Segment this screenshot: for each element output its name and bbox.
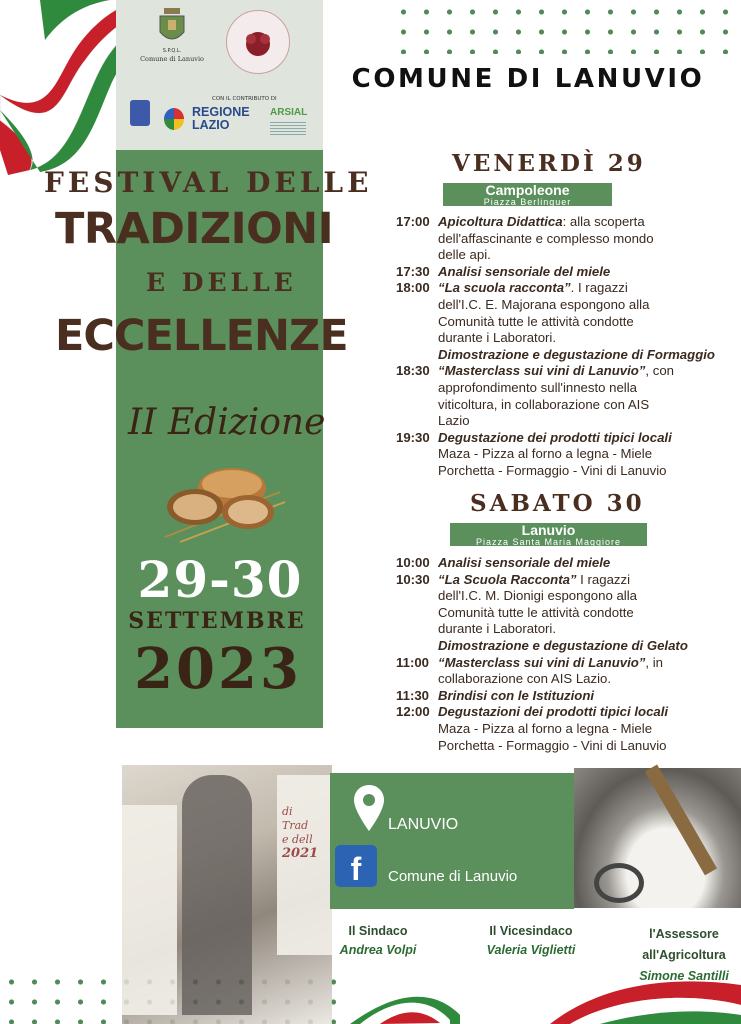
- title-eccellenze: ECCELLENZE: [55, 311, 348, 361]
- location-label: LANUVIO: [388, 816, 459, 833]
- logo-panel: [116, 0, 323, 150]
- event-time: 10:00: [396, 555, 430, 570]
- event-time: 19:30: [396, 429, 430, 445]
- event-text: , con: [645, 363, 674, 379]
- event-title: “Masterclass sui vini di Lanuvio”: [438, 363, 646, 379]
- event-line: durante i Laboratori.: [438, 621, 557, 637]
- friday-square: Piazza Berlinguer: [483, 197, 572, 207]
- photo-cooking-class: [122, 765, 332, 1024]
- event-time: 17:30: [396, 263, 430, 279]
- title-festival-delle: FESTIVAL DELLE: [44, 166, 373, 199]
- event-line: viticoltura, in collaborazione con AIS: [438, 396, 650, 412]
- signature-mayor: [328, 924, 428, 957]
- photo-stick: [645, 765, 717, 876]
- photo-text-line: 2021: [282, 846, 319, 861]
- saturday-square: Piazza Santa Maria Maggiore: [475, 537, 622, 547]
- facebook-icon[interactable]: f: [335, 845, 377, 887]
- event-time: 11:00: [396, 654, 430, 670]
- signature-role: l'Assessore all'Agricoltura: [642, 927, 726, 962]
- event-line: dell'I.C. M. Dionigi espongono alla: [438, 588, 637, 604]
- event-title: Analisi sensoriale del miele: [438, 263, 611, 279]
- lazio-small-logo: [130, 100, 150, 126]
- event-line: Comunità tutte le attività condotte: [438, 604, 634, 620]
- saturday-program: [396, 555, 736, 754]
- event-text: , in: [645, 654, 663, 670]
- location-pin-icon: [352, 783, 386, 833]
- info-box: [330, 773, 574, 909]
- friday-program: [396, 214, 736, 480]
- photo-pot-rim: [594, 863, 644, 903]
- photo-apron-text: [282, 805, 318, 861]
- event-row: [396, 214, 736, 231]
- facebook-label[interactable]: Comune di Lanuvio: [388, 868, 518, 885]
- photo-apron-right: [277, 775, 332, 955]
- event-extra: Dimostrazione e degustazione di Gelato: [438, 637, 688, 653]
- event-row: [396, 280, 736, 297]
- event-extra: Dimostrazione e degustazione di Formaggio: [438, 346, 715, 362]
- event-line: dell'I.C. E. Majorana espongono alla: [438, 296, 650, 312]
- signature-vice-mayor: [468, 924, 594, 957]
- signature-assessor: [630, 924, 738, 987]
- photo-text-line: Trad: [282, 819, 309, 832]
- logo-lanuvio-caption: Comune di Lanuvio: [140, 55, 204, 63]
- event-line: durante i Laboratori.: [438, 330, 557, 346]
- event-time: 12:00: [396, 704, 430, 720]
- signature-role: Il Sindaco: [348, 924, 408, 938]
- photo-cheese-making: [574, 768, 741, 908]
- saturday-heading: SABATO 30: [470, 490, 645, 517]
- photo-apron: [122, 805, 177, 1015]
- event-row: [396, 655, 736, 672]
- event-row: [396, 430, 736, 447]
- event-time: 10:30: [396, 571, 430, 587]
- lanuvio-crest-icon: [158, 8, 186, 46]
- friday-place: Campoleone: [485, 182, 570, 198]
- event-time: 11:30: [396, 687, 430, 703]
- event-row: [396, 704, 736, 721]
- contributo-label: CON IL CONTRIBUTO DI: [212, 96, 277, 102]
- festival-year: 2023: [134, 636, 302, 702]
- bread-illustration-icon: [160, 462, 295, 547]
- logo-spql: S.P.Q.L.: [162, 48, 182, 54]
- friday-place-badge: [443, 183, 612, 206]
- event-line: collaborazione con AIS Lazio.: [438, 671, 612, 687]
- event-row: [396, 555, 736, 572]
- event-line: Porchetta - Formaggio - Vini di Lanuvio: [438, 462, 667, 478]
- photo-person: [182, 775, 252, 1015]
- event-title: “Masterclass sui vini di Lanuvio”: [438, 654, 646, 670]
- signature-name: Simone Santilli: [639, 969, 729, 983]
- saturday-place-badge: [450, 523, 647, 546]
- event-title: Analisi sensoriale del miele: [438, 555, 611, 570]
- photo-text-line: e dell: [282, 833, 313, 846]
- photo-text-line: di: [282, 805, 293, 818]
- regione-lazio-label: REGIONE LAZIO: [192, 105, 250, 132]
- event-text: : alla scoperta: [562, 214, 645, 229]
- friday-heading: VENERDÌ 29: [452, 150, 646, 177]
- festival-dates: 29-30: [137, 550, 303, 609]
- event-row: [396, 264, 736, 281]
- festival-month: SETTEMBRE: [128, 608, 306, 634]
- event-title: Degustazione dei prodotti tipici locali: [438, 429, 672, 445]
- event-title: Apicoltura Didattica: [438, 214, 563, 229]
- comune-heading: COMUNE DI LANUVIO: [351, 64, 705, 94]
- event-title: “La Scuola Racconta”: [438, 571, 577, 587]
- event-time: 18:00: [396, 280, 430, 296]
- dot-pattern-top: [392, 2, 737, 54]
- event-line: Comunità tutte le attività condotte: [438, 313, 634, 329]
- event-line: delle api.: [438, 247, 491, 263]
- saturday-place: Lanuvio: [521, 522, 576, 538]
- signature-role: Il Vicesindaco: [489, 924, 573, 938]
- event-text: I ragazzi: [576, 571, 631, 587]
- event-line: approfondimento sull'innesto nella: [438, 379, 637, 395]
- event-line: Maza - Pizza al forno a legna - Miele: [438, 446, 653, 462]
- event-title: “La scuola racconta”: [438, 280, 571, 296]
- event-title: Degustazioni dei prodotti tipici locali: [438, 704, 669, 720]
- title-tradizioni: TRADIZIONI: [55, 204, 334, 254]
- signature-name: Andrea Volpi: [339, 943, 417, 957]
- signature-name: Valeria Viglietti: [486, 943, 576, 957]
- arsial-logo: ARSIAL: [270, 107, 308, 118]
- regione-lazio-crest-icon: [164, 108, 184, 130]
- event-time: 17:00: [396, 214, 430, 229]
- event-time: 18:30: [396, 363, 430, 379]
- event-text: . I ragazzi: [570, 280, 628, 296]
- event-line: Maza - Pizza al forno a legna - Miele: [438, 720, 653, 736]
- event-title: Brindisi con le Istituzioni: [438, 687, 595, 703]
- event-row: [396, 572, 736, 589]
- event-row: [396, 363, 736, 380]
- arsial-logo-lines: [270, 122, 306, 136]
- event-row: [396, 688, 736, 705]
- edition-label: II Edizione: [128, 402, 326, 443]
- event-line: dell'affascinante e complesso mondo: [438, 230, 654, 246]
- title-e-delle: E DELLE: [146, 268, 297, 297]
- event-line: Lazio: [438, 413, 470, 429]
- event-line: Porchetta - Formaggio - Vini di Lanuvio: [438, 737, 667, 753]
